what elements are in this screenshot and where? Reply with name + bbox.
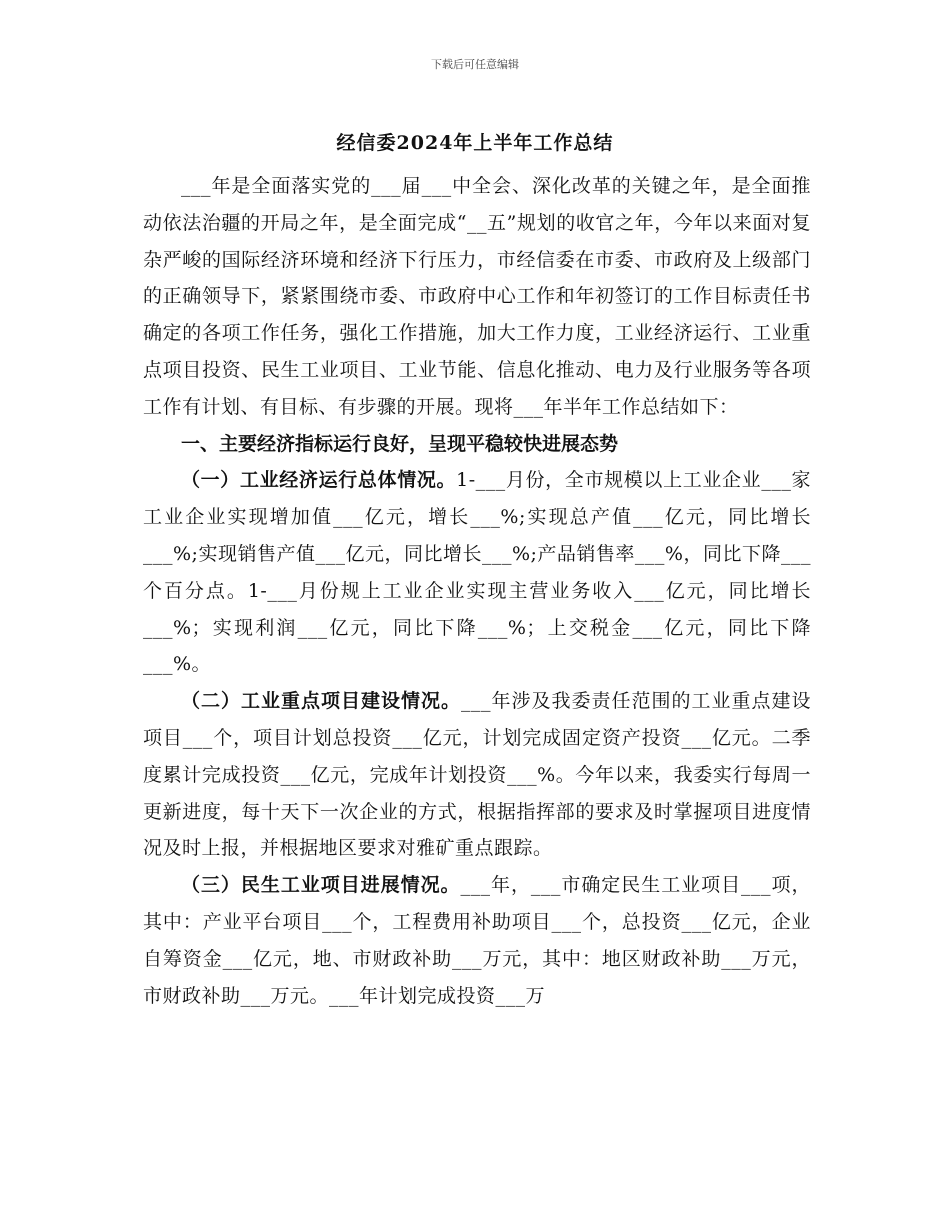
paragraph-body: ___年，___市确定民生工业项目___项，其中：产业平台项目___个，工程费用补助项目___个，总投资___亿元，企业自筹资金___亿元，地、市财政补助___万元，其中：地区财政补助___万元，市财政补助___万元。___年计划完成投资___万 <box>143 874 811 1007</box>
section-heading-1: 一、主要经济指标运行良好，呈现平稳较快进展态势 <box>181 432 619 455</box>
paragraph-lead: （三）民生工业项目进展情况。 <box>181 874 461 897</box>
intro-paragraph: ___年是全面落实党的___届___中全会、深化改革的关键之年，是全面推动依法治疆的开局之年，是全面完成“__五”规划的收官之年，今年以来面对复杂严峻的国际经济环境和经济下行压力，市经信委在市委、市政府及上级部门的正确领导下，紧紧围绕市委、市政府中心工作和年初签订的工作目标责任书确定的各项工作任务，强化工作措施，加大工作力度，工业经济运行、工业重点项目投资、民生工业项目、工业节能、信息化推动、电力及行业服务等各项工作有计划、有目标、有步骤的开展。现将___年半年工作总结如下： <box>143 175 811 418</box>
header-note: 下载后可任意编辑 <box>431 58 519 71</box>
document-body <box>143 168 811 1014</box>
paragraph-body: ___年涉及我委责任范围的工业重点建设项目___个，项目计划总投资___亿元，计划完成固定资产投资___亿元。二季度累计完成投资___亿元，完成年计划投资___%。今年以来，我委实行每周一更新进度，每十天下一次企业的方式，根据指挥部的要求及时掌握项目进度情况及时上报，并根据地区要求对雅矿重点跟踪。 <box>143 690 811 860</box>
document-title: 经信委2024年上半年工作总结 <box>336 132 614 154</box>
paragraph-industrial-economy <box>143 462 811 683</box>
paragraph-body: 1-___月份，全市规模以上工业企业___家工业企业实现增加值___亿元，增长___%;实现总产值___亿元，同比增长___%;实现销售产值___亿元，同比增长___%;产品销售率___%，同比下降___个百分点。1-___月份规上工业企业实现主营业务收入___亿元，同比增长___%；实现利润___亿元，同比下降___%；上交税金___亿元，同比下降___%。 <box>143 469 811 676</box>
paragraph-livelihood-projects <box>143 867 811 1014</box>
paragraph-lead: （二）工业重点项目建设情况。 <box>181 690 461 713</box>
paragraph-lead: （一）工业经济运行总体情况。 <box>181 469 457 492</box>
paragraph-key-projects <box>143 683 811 867</box>
